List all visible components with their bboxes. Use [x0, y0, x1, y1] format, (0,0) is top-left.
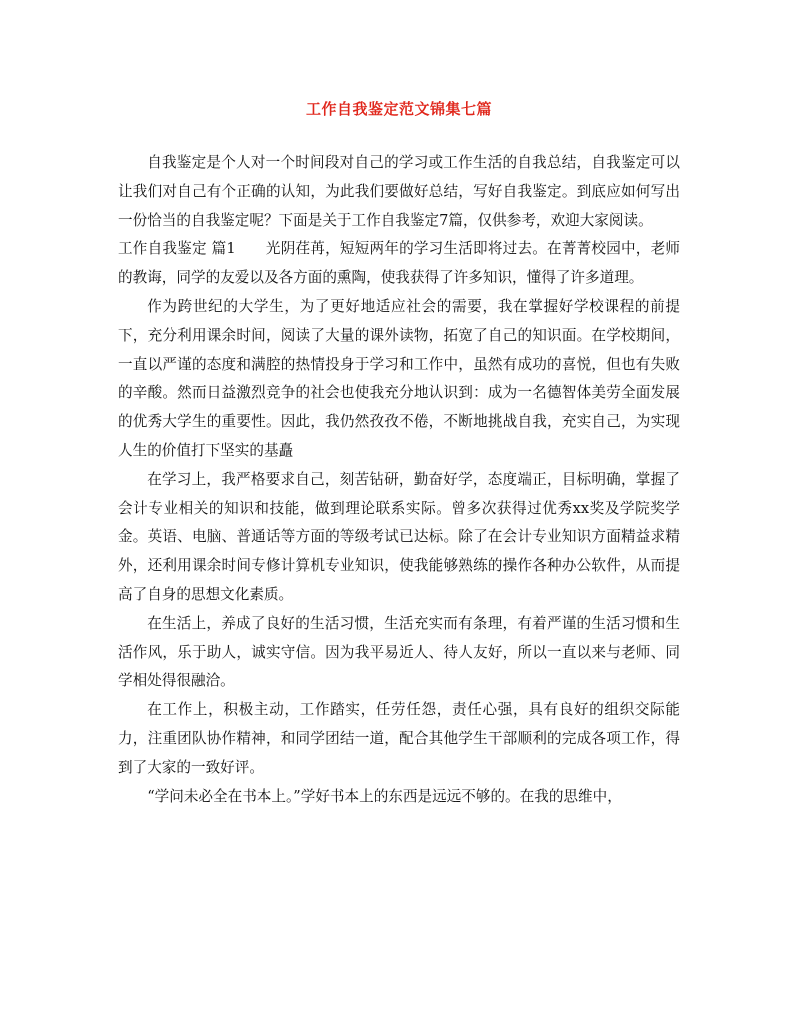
section-1-number: 1	[226, 240, 236, 258]
body-paragraph-5: “学问未必全在书本上。”学好书本上的东西是远远不够的。在我的思维中，	[147, 787, 622, 805]
document-title: 工作自我鉴定范文锦集七篇	[305, 100, 492, 118]
section-1-opening: 光阴荏苒，短短两年的学习生活即将过去。在菁菁校园中，老师的教诲，同学的友爱以及各方面的熏陶，使我获得了许多知识，懂得了许多道理。	[118, 240, 680, 287]
body-paragraph-3: 在生活上，养成了良好的生活习惯，生活充实而有条理，有着严谨的生活习惯和生活作风，乐于助人，诚实守信。因为我平易近人、待人友好，所以一直以来与老师、同学相处得很融洽。	[118, 614, 680, 690]
body-paragraph-2: 在学习上，我严格要求自己，刻苦钻研，勤奋好学，态度端正，目标明确，掌握了会计专业相关的知识和技能，做到理论联系实际。曾多次获得过优秀xx奖及学院奖学金。英语、电脑、普通话等方面的等级考试已达标。除了在会计专业知识方面精益求精外，还利用课余时间专修计算机专业知识，使我能够熟练的操作各种办公软件，从而提高了自身的思想文化素质。	[118, 470, 680, 603]
section-1-paragraph	[118, 235, 680, 293]
body-paragraph-4: 在工作上，积极主动，工作踏实，任劳任怨，责任心强，具有良好的组织交际能力，注重团队协作精神，和同学团结一道，配合其他学生干部顺利的完成各项工作，得到了大家的一致好评。	[118, 701, 680, 776]
document-page	[118, 98, 680, 811]
intro-paragraph: 自我鉴定是个人对一个时间段对自己的学习或工作生活的自我总结，自我鉴定可以让我们对自己有个正确的认知，为此我们要做好总结，写好自我鉴定。到底应如何写出一份恰当的自我鉴定呢？下面是关于工作自我鉴定7篇，仅供参考，欢迎大家阅读。	[118, 154, 680, 229]
section-1-label: 工作自我鉴定 篇	[118, 240, 227, 258]
body-paragraph-1: 作为跨世纪的大学生，为了更好地适应社会的需要，我在掌握好学校课程的前提下，充分利用课余时间，阅读了大量的课外读物，拓宽了自己的知识面。在学校期间，一直以严谨的态度和满腔的热情投身于学习和工作中，虽然有成功的喜悦，但也有失败的辛酸。然而日益激烈竞争的社会也使我充分地认识到：成为一名德智体美劳全面发展的优秀大学生的重要性。因此，我仍然孜孜不倦，不断地挑战自我，充实自己，为实现人生的价值打下坚实的基矗	[118, 297, 680, 459]
